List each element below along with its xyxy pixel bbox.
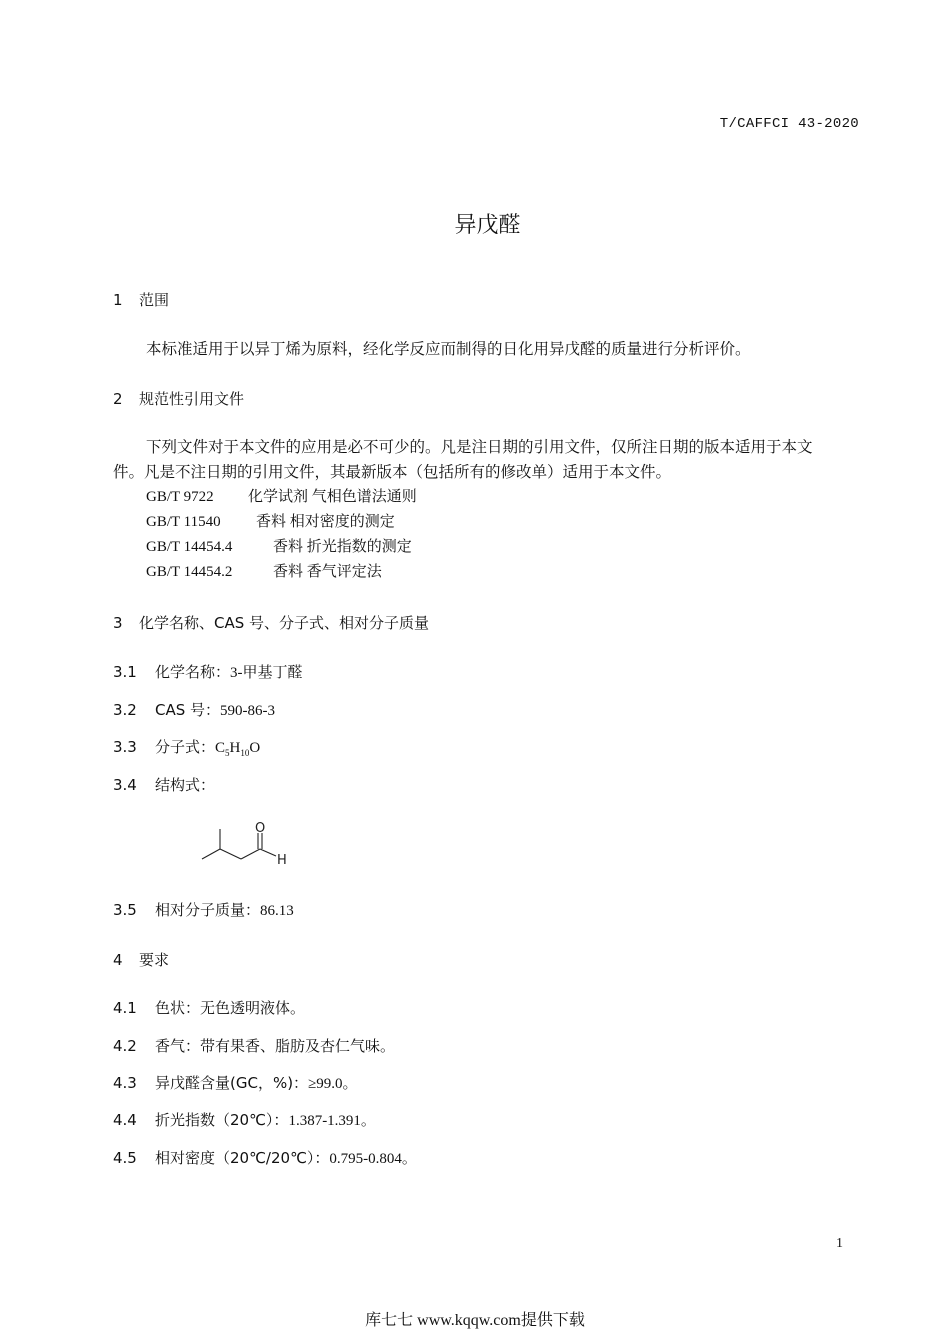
reference-item — [146, 535, 412, 556]
item-value: 0.795-0.804。 — [329, 1151, 417, 1167]
item-value: 86.13 — [260, 903, 294, 919]
standard-code: T/CAFFCI 43-2020 — [719, 116, 859, 132]
item-number: 4.5 — [113, 1149, 137, 1167]
section-3-heading — [113, 612, 429, 633]
item-label: 化学名称： — [155, 663, 231, 681]
atom-hydrogen: H — [277, 853, 287, 868]
document-title: 异戊醛 — [454, 213, 521, 238]
download-footer: 库七七 www.kqqw.com提供下载 — [365, 1312, 585, 1329]
item-value: 3-甲基丁醛 — [230, 665, 303, 681]
reference-code: GB/T 14454.4 — [146, 539, 233, 555]
item-number: 3.5 — [113, 901, 137, 919]
section-number: 4 — [113, 951, 123, 969]
item-label: 结构式： — [155, 776, 216, 794]
item-number: 3.2 — [113, 701, 137, 719]
item-value: 无色透明液体。 — [200, 1001, 306, 1017]
item-number: 3.3 — [113, 738, 137, 756]
section-title: 要求 — [139, 951, 170, 969]
item-4-2 — [113, 1035, 395, 1056]
item-3-4 — [113, 774, 215, 795]
item-label: CAS 号： — [155, 701, 221, 719]
item-4-3 — [113, 1072, 358, 1093]
item-label: 异戊醛含量(GC，%)： — [155, 1074, 309, 1092]
item-number: 3.4 — [113, 776, 137, 794]
item-label: 相对分子质量： — [155, 901, 261, 919]
item-label: 相对密度（20℃/20℃）： — [155, 1149, 330, 1167]
atom-oxygen: O — [255, 821, 266, 836]
section-title: 化学名称、CAS 号、分子式、相对分子质量 — [139, 614, 430, 632]
item-4-4 — [113, 1109, 376, 1130]
item-number: 4.2 — [113, 1037, 137, 1055]
reference-item — [146, 485, 417, 506]
reference-item — [146, 510, 395, 531]
item-number: 4.1 — [113, 999, 137, 1017]
item-4-1 — [113, 997, 305, 1018]
molecular-formula: $C_5H_{10}O$ — [215, 740, 261, 758]
item-4-5 — [113, 1147, 417, 1168]
reference-name: 香料 相对密度的测定 — [256, 514, 395, 530]
reference-name: 香料 香气评定法 — [273, 564, 382, 580]
section-4-heading — [113, 949, 169, 970]
section-2-body-line-1: 下列文件对于本文件的应用是必不可少的。凡是注日期的引用文件，仅所注日期的版本适用于本文 — [146, 439, 813, 456]
item-value: 1.387-1.391。 — [288, 1113, 376, 1129]
section-number: 1 — [113, 291, 123, 309]
reference-code: GB/T 11540 — [146, 514, 221, 530]
item-value: 带有果香、脂肪及杏仁气味。 — [200, 1039, 396, 1055]
item-value: 590-86-3 — [220, 703, 276, 719]
structural-formula — [196, 818, 296, 870]
reference-code: GB/T 14454.2 — [146, 564, 233, 580]
item-number: 4.4 — [113, 1111, 137, 1129]
reference-name: 化学试剂 气相色谱法通则 — [248, 489, 417, 505]
item-number: 4.3 — [113, 1074, 137, 1092]
item-label: 香气： — [155, 1037, 201, 1055]
item-value: ≥99.0。 — [308, 1076, 358, 1092]
section-title: 范围 — [139, 291, 170, 309]
section-2-heading — [113, 388, 244, 409]
item-number: 3.1 — [113, 663, 137, 681]
item-label: 色状： — [155, 999, 201, 1017]
section-1-heading — [113, 289, 169, 310]
section-1-body: 本标准适用于以异丁烯为原料，经化学反应而制得的日化用异戊醛的质量进行分析评价。 — [146, 341, 751, 358]
reference-code: GB/T 9722 — [146, 489, 214, 505]
section-number: 2 — [113, 390, 123, 408]
reference-item — [146, 560, 382, 581]
section-number: 3 — [113, 614, 123, 632]
section-2-body-line-2: 件。凡是不注日期的引用文件，其最新版本（包括所有的修改单）适用于本文件。 — [113, 464, 672, 481]
item-label: 折光指数（20℃）： — [155, 1111, 289, 1129]
item-3-5 — [113, 899, 294, 920]
reference-name: 香料 折光指数的测定 — [273, 539, 412, 555]
item-label: 分子式： — [155, 738, 216, 756]
page-number: 1 — [836, 1236, 843, 1251]
section-title: 规范性引用文件 — [139, 390, 245, 408]
item-3-3 — [113, 736, 260, 758]
item-3-1 — [113, 661, 303, 682]
item-3-2 — [113, 699, 275, 720]
